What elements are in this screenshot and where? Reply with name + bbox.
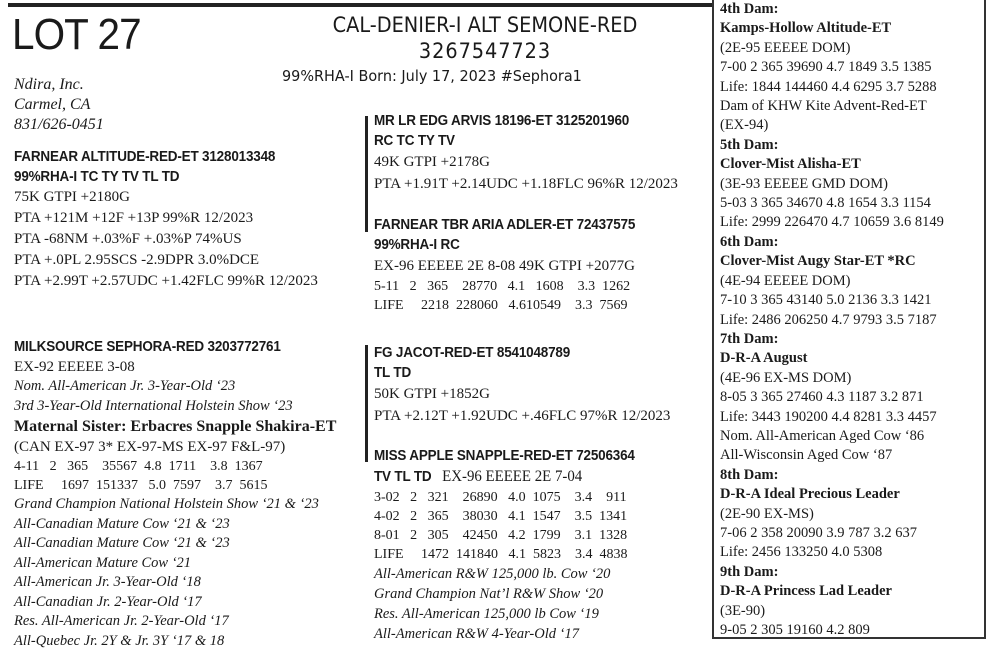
ancestor-line: Nom. All-American Aged Cow ‘86 [720, 427, 925, 444]
ancestor-heading: 6th Dam: [720, 233, 779, 250]
sire-sire-line: 49K GTPI +2178G [374, 154, 490, 170]
maternal-sister-record: 4-11 2 365 35567 4.8 1711 3.8 1367 [14, 459, 263, 474]
dam-dam-record: 3-02 2 321 26890 4.0 1075 3.4 911 [374, 490, 627, 505]
sire-name: FARNEAR ALTITUDE-RED-ET 3128013348 [14, 149, 276, 165]
sire-line: PTA -68NM +.03%F +.03%P 74%US [14, 231, 242, 247]
dam-classification: EX-92 EEEEE 3-08 [14, 359, 135, 375]
ancestor-name: Clover-Mist Alisha-ET [720, 156, 861, 173]
ancestor-line: 7-00 2 365 39690 4.7 1849 3.5 1385 [720, 59, 932, 76]
sister-award: All-Canadian Jr. 2-Year-Old ‘17 [14, 593, 202, 610]
ancestor-7th-dam [720, 330, 984, 466]
sire-dam-record: LIFE 2218 228060 4.610549 3.3 7569 [374, 298, 628, 313]
sire-line: 75K GTPI +2180G [14, 189, 130, 205]
dam-sire-line: 50K GTPI +1852G [374, 386, 490, 402]
breeder-name: Ndira, Inc. [14, 76, 84, 93]
sire-block [14, 147, 318, 292]
dam-award: 3rd 3-Year-Old International Holstein Show ‘23 [14, 397, 293, 414]
ancestor-line: 9-05 2 305 19160 4.2 809 [720, 622, 870, 638]
ancestor-heading: 8th Dam: [720, 466, 779, 483]
sire-line: PTA +.0PL 2.95SCS -2.9DPR 3.0%DCE [14, 252, 260, 268]
ancestor-line: Life: 3443 190200 4.4 8281 3.3 4457 [720, 408, 937, 425]
ancestor-name: D-R-A August [720, 350, 808, 367]
dam-dam-award: Res. All-American 125,000 lb Cow ‘19 [374, 606, 599, 622]
animal-title [278, 12, 692, 64]
ancestor-name: Kamps-Hollow Altitude-ET [720, 20, 892, 37]
extended-pedigree-box [712, 0, 986, 639]
dam-name: MILKSOURCE SEPHORA-RED 3203772761 [14, 339, 281, 355]
ancestor-9th-dam [720, 563, 984, 641]
sire-dam-codes: 99%RHA-I RC [374, 237, 460, 253]
dam-award: Nom. All-American Jr. 3-Year-Old ‘23 [14, 378, 236, 394]
sire-sire-line: PTA +1.91T +2.14UDC +1.18FLC 96%R 12/2023 [374, 176, 678, 192]
sire-line: PTA +2.99T +2.57UDC +1.42FLC 99%R 12/2023 [14, 273, 318, 289]
sister-award: All-American Mature Cow ‘21 [14, 554, 192, 571]
maternal-sister-class: (CAN EX-97 3* EX-97-MS EX-97 F&L-97) [14, 439, 286, 455]
maternal-sister-record: LIFE 1697 151337 5.0 7597 3.7 5615 [14, 478, 268, 493]
ancestor-name: Clover-Mist Augy Star-ET *RC [720, 253, 916, 270]
ancestor-name: D-R-A Ideal Precious Leader [720, 486, 900, 503]
sire-sire-codes: RC TC TY TV [374, 133, 455, 149]
ancestor-line: 5-03 3 365 34670 4.8 1654 3.3 1154 [720, 195, 931, 212]
ancestor-line: (3E-90) [720, 602, 766, 619]
dam-dam-record: 4-02 2 365 38030 4.1 1547 3.5 1341 [374, 509, 628, 524]
sire-line: PTA +121M +12F +13P 99%R 12/2023 [14, 210, 254, 226]
top-rule [8, 3, 714, 7]
ancestor-5th-dam [720, 136, 984, 233]
ancestor-heading: 9th Dam: [720, 563, 779, 580]
ancestor-line: (EX-94) [720, 117, 769, 134]
lot-number: LOT 27 [12, 10, 141, 59]
dam-bracket [365, 345, 368, 462]
ancestor-line: Life: 2456 133250 4.0 5308 [720, 544, 883, 561]
ancestor-4th-dam [720, 0, 984, 136]
ancestor-name: D-R-A Princess Lad Leader [720, 583, 892, 600]
dam-sire-block [374, 343, 670, 427]
sister-award: Res. All-American Jr. 2-Year-Old ‘17 [14, 613, 229, 629]
dam-dam-block [374, 446, 654, 644]
ancestor-heading: 4th Dam: [720, 1, 779, 17]
ancestor-6th-dam [720, 233, 984, 330]
ancestor-line: 7-10 3 365 43140 5.0 2136 3.3 1421 [720, 292, 932, 309]
ancestor-line: Life: 1844 144460 4.4 6295 3.7 5288 [720, 78, 937, 95]
ancestor-line: All-Wisconsin Aged Cow ‘87 [720, 447, 893, 464]
ancestor-heading: 5th Dam: [720, 136, 779, 153]
ancestor-line: Life: 2486 206250 4.7 9793 3.5 7187 [720, 311, 937, 328]
dam-dam-codes-row [374, 466, 635, 488]
ancestor-line: Dam of KHW Kite Advent-Red-ET [720, 98, 927, 115]
ancestor-line: Life: 2999 226470 4.7 10659 3.6 8149 [720, 214, 944, 231]
dam-dam-award: All-American R&W 4-Year-Old ‘17 [374, 626, 579, 642]
dam-sire-codes: TL TD [374, 365, 412, 381]
dam-dam-award: All-American R&W 125,000 lb. Cow ‘20 [374, 566, 611, 582]
animal-registration: 3267547723 [418, 39, 552, 63]
breeder-info [14, 75, 104, 135]
animal-name: CAL-DENIER-I ALT SEMONE-RED [332, 13, 638, 37]
dam-dam-record: 8-01 2 305 42450 4.2 1799 3.1 1328 [374, 528, 628, 543]
ancestor-line: 8-05 3 365 27460 4.3 1187 3.2 871 [720, 389, 924, 406]
sire-dam-classification: EX-96 EEEEE 2E 8-08 49K GTPI +2077G [374, 258, 635, 274]
ancestor-line: 7-06 2 358 20090 3.9 787 3.2 637 [720, 524, 917, 541]
sire-dam-name: FARNEAR TBR ARIA ADLER-ET 72437575 [374, 217, 636, 233]
ancestor-8th-dam [720, 466, 984, 563]
dam-dam-name: MISS APPLE SNAPPLE-RED-ET 72506364 [374, 448, 635, 464]
dam-sire-line: PTA +2.12T +1.92UDC +.46FLC 97%R 12/2023 [374, 408, 671, 424]
sister-award: Grand Champion National Holstein Show ‘21 & ‘23 [14, 496, 319, 512]
sire-codes: 99%RHA-I TC TY TV TL TD [14, 169, 180, 185]
ancestor-line: (4E-96 EX-MS DOM) [720, 369, 852, 386]
sister-award: All-Canadian Mature Cow ‘21 & ‘23 [14, 535, 230, 551]
ancestor-heading: 7th Dam: [720, 330, 779, 347]
sire-bracket [365, 116, 368, 232]
dam-block [14, 337, 336, 651]
dam-dam-classification: EX-96 EEEEE 2E 7-04 [442, 468, 583, 485]
dam-sire-name: FG JACOT-RED-ET 8541048789 [374, 345, 571, 361]
sister-award: All-Quebec Jr. 2Y & Jr. 3Y ‘17 & 18 [14, 632, 225, 649]
dam-dam-codes: TV TL TD [374, 469, 432, 485]
sire-dam-block [374, 215, 655, 315]
breeder-location: Carmel, CA [14, 96, 91, 113]
ancestor-line: (2E-95 EEEEE DOM) [720, 39, 851, 56]
ancestor-line: (3E-93 EEEEE GMD DOM) [720, 175, 888, 192]
dam-dam-award: Grand Champion Nat’l R&W Show ‘20 [374, 586, 604, 602]
breeder-phone: 831/626-0451 [14, 116, 104, 133]
ancestor-line: (2E-90 EX-MS) [720, 505, 814, 522]
animal-details: 99%RHA-I Born: July 17, 2023 #Sephora1 [282, 67, 582, 85]
sister-award: All-Canadian Mature Cow ‘21 & ‘23 [14, 515, 230, 532]
sire-dam-record: 5-11 2 365 28770 4.1 1608 3.3 1262 [374, 279, 631, 294]
dam-dam-record: LIFE 1472 141840 4.1 5823 3.4 4838 [374, 547, 628, 562]
sister-award: All-American Jr. 3-Year-Old ‘18 [14, 574, 201, 590]
ancestor-line: (4E-94 EEEEE DOM) [720, 272, 851, 289]
maternal-sister: Maternal Sister: Erbacres Snapple Shakira-ET [14, 418, 337, 435]
sire-sire-name: MR LR EDG ARVIS 18196-ET 3125201960 [374, 113, 630, 129]
sire-sire-block [374, 111, 678, 195]
